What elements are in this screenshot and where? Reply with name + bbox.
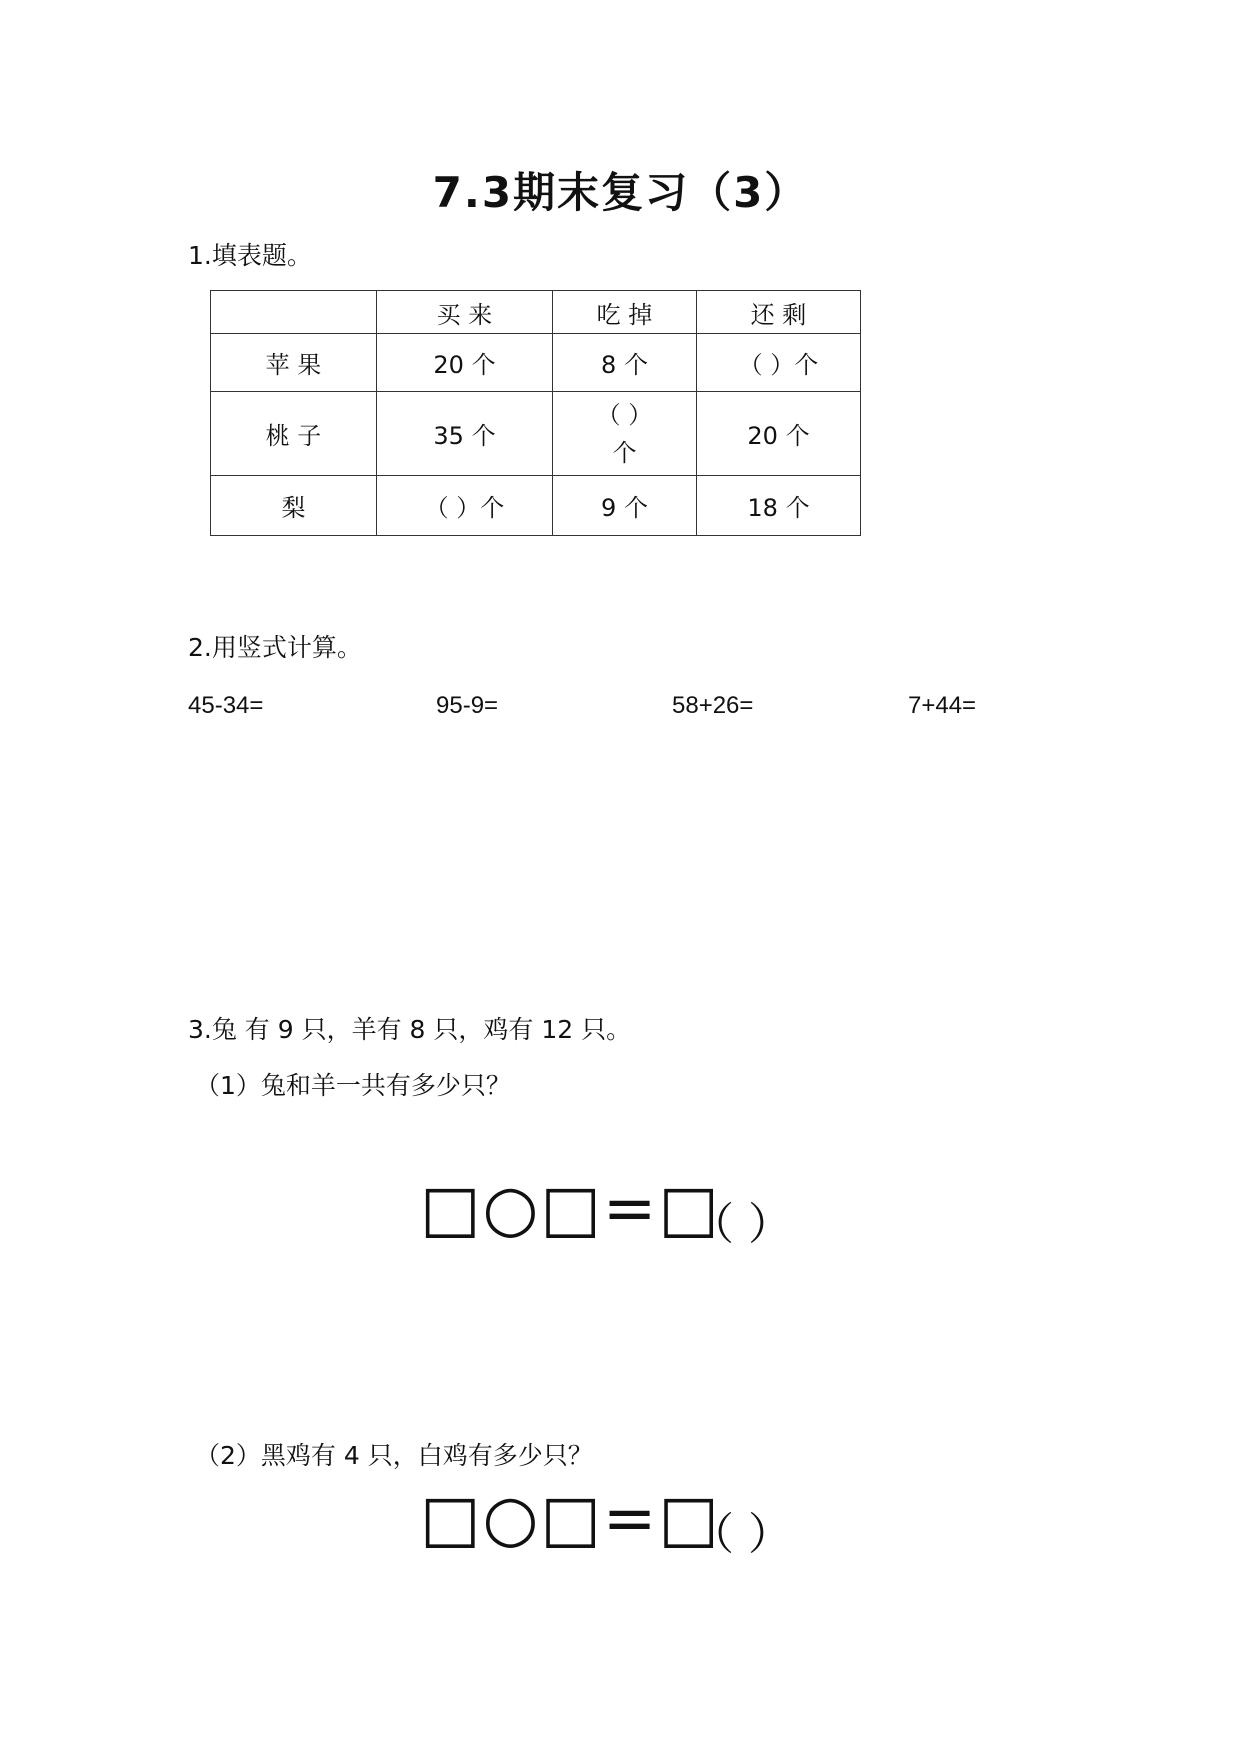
calc-item-3: 58+26= (672, 692, 754, 719)
row-peach-eaten-blank: （ ） (596, 400, 653, 429)
calc-item-2: 95-9= (436, 692, 499, 719)
table-row (211, 334, 861, 392)
q3-sub2: （2）黑鸡有 4 只，白鸡有多少只？ (195, 1441, 593, 1470)
q1-heading: 1.填表题。 (188, 241, 312, 270)
table-header-bought: 买 来 (377, 291, 553, 334)
table-header-row (211, 291, 861, 334)
row-apple-eaten: 8 个 (553, 334, 697, 392)
table-row (211, 392, 861, 476)
table-header-eaten: 吃 掉 (553, 291, 697, 334)
row-peach-eaten[interactable] (553, 392, 697, 476)
row-apple-bought: 20 个 (377, 334, 553, 392)
answer-paren-2[interactable]: （ ） (690, 1509, 792, 1560)
table-header-empty (211, 291, 377, 334)
row-peach-bought: 35 个 (377, 392, 553, 476)
q3-heading: 3.兔 有 9 只，羊有 8 只，鸡有 12 只。 (188, 1015, 632, 1044)
q2-heading: 2.用竖式计算。 (188, 633, 362, 662)
row-pear-name: 梨 (211, 476, 377, 536)
calc-item-1: 45-34= (188, 692, 264, 719)
row-peach-left: 20 个 (697, 392, 861, 476)
fill-table (210, 290, 861, 536)
equation-template-1: □○□=□ (420, 1172, 721, 1246)
row-apple-name: 苹 果 (211, 334, 377, 392)
table-header-left: 还 剩 (697, 291, 861, 334)
row-pear-left: 18 个 (697, 476, 861, 536)
row-peach-name: 桃 子 (211, 392, 377, 476)
row-pear-eaten: 9 个 (553, 476, 697, 536)
row-apple-left[interactable]: （ ）个 (697, 334, 861, 392)
calc-item-4: 7+44= (908, 692, 977, 719)
equation-template-2: □○□=□ (420, 1482, 721, 1556)
page-title: 7.3期末复习（3） (432, 168, 809, 217)
row-pear-bought[interactable]: （ ）个 (377, 476, 553, 536)
answer-paren-1[interactable]: （ ） (690, 1199, 792, 1250)
table-row (211, 476, 861, 536)
q3-sub1: （1）兔和羊一共有多少只？ (195, 1071, 511, 1100)
row-peach-eaten-unit: 个 (612, 438, 637, 467)
